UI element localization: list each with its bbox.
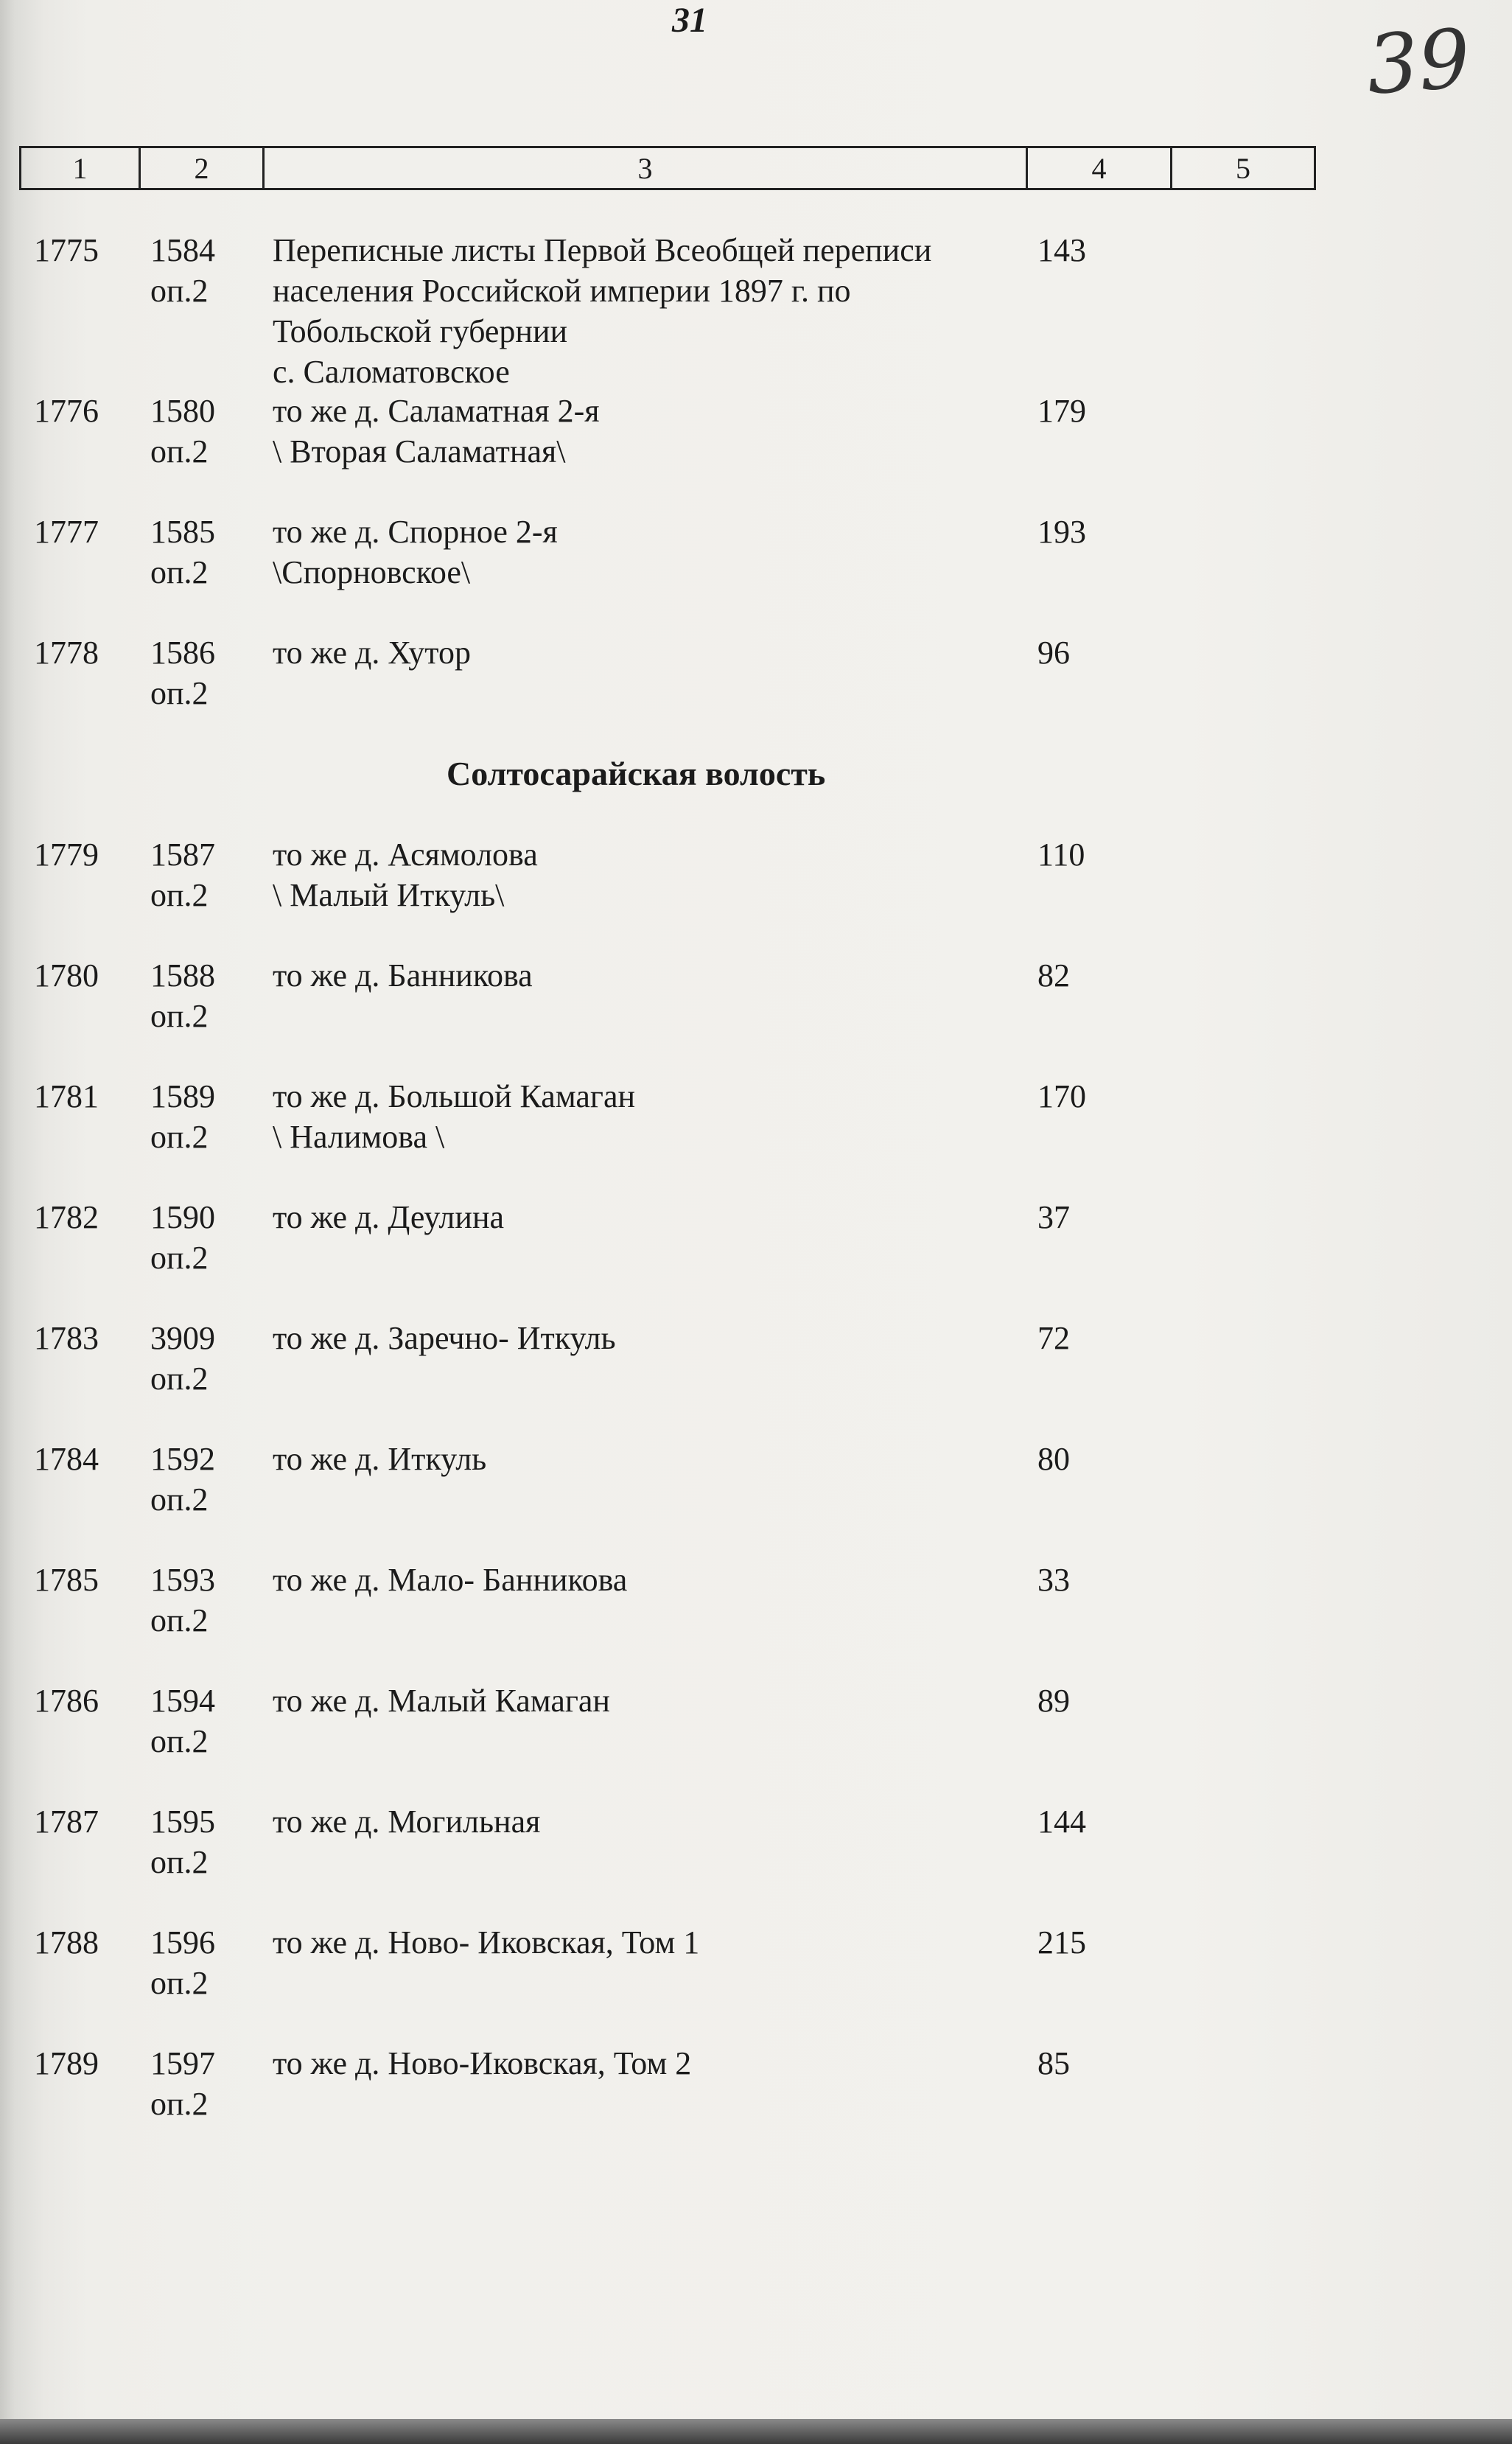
item-title: то же д. Иткуль (273, 1441, 487, 1477)
item-title: то же д. Ново-Иковская, Том 2 (273, 2045, 692, 2081)
fund-reference: 1586 оп.2 (150, 635, 215, 711)
sheet-count: 143 (1037, 232, 1086, 268)
item-title: то же д. Спорное 2-я \Спорновское\ (273, 514, 558, 590)
item-title: то же д. Деулина (273, 1199, 505, 1235)
item-number: 1780 (34, 957, 99, 994)
sheet-count: 110 (1037, 837, 1085, 873)
item-title: то же д. Малый Камаган (273, 1683, 610, 1719)
item-number: 1779 (34, 837, 99, 873)
item-number: 1784 (34, 1441, 99, 1477)
sheet-count: 96 (1037, 635, 1070, 671)
item-number: 1781 (34, 1078, 99, 1114)
item-title: Переписные листы Первой Всеобщей переписи населения Российской империи 1897 г. по Тобольской губернии с. Саломатовское (273, 232, 932, 390)
sheet-count: 72 (1037, 1320, 1070, 1356)
sheet-count: 85 (1037, 2045, 1070, 2081)
fund-reference: 1588 оп.2 (150, 957, 215, 1034)
item-number: 1775 (34, 232, 99, 268)
item-number: 1778 (34, 635, 99, 671)
fund-reference: 1590 оп.2 (150, 1199, 215, 1276)
header-col-5: 5 (1236, 151, 1250, 185)
item-number: 1782 (34, 1199, 99, 1235)
fund-reference: 1597 оп.2 (150, 2045, 215, 2122)
sheet-count: 82 (1037, 957, 1070, 994)
item-number: 1783 (34, 1320, 99, 1356)
sheet-count: 80 (1037, 1441, 1070, 1477)
sheet-count: 144 (1037, 1804, 1086, 1840)
sheet-count: 89 (1037, 1683, 1070, 1719)
item-number: 1777 (34, 514, 99, 550)
fund-reference: 1580 оп.2 (150, 393, 215, 469)
folio-number: 39 (1363, 11, 1474, 113)
item-title: то же д. Заречно- Иткуль (273, 1320, 616, 1356)
section-title: Солтосарайская волость (447, 755, 826, 792)
sheet-count: 193 (1037, 514, 1086, 550)
fund-reference: 1595 оп.2 (150, 1804, 215, 1880)
sheet-count: 37 (1037, 1199, 1070, 1235)
fund-reference: 1589 оп.2 (150, 1078, 215, 1155)
fund-reference: 1587 оп.2 (150, 837, 215, 913)
page-number: 31 (672, 1, 707, 40)
item-number: 1785 (34, 1562, 99, 1598)
item-number: 1789 (34, 2045, 99, 2081)
sheet-count: 179 (1037, 393, 1086, 429)
sheet-count: 33 (1037, 1562, 1070, 1598)
sheet-count: 215 (1037, 1924, 1086, 1961)
item-number: 1786 (34, 1683, 99, 1719)
header-col-1: 1 (21, 148, 141, 188)
fund-reference: 1596 оп.2 (150, 1924, 215, 2001)
item-title: то же д. Хутор (273, 635, 471, 671)
scan-edge (0, 2419, 1512, 2444)
sheet-count: 170 (1037, 1078, 1086, 1114)
item-number: 1788 (34, 1924, 99, 1961)
item-title: то же д. Ново- Иковская, Том 1 (273, 1924, 700, 1961)
item-title: то же д. Могильная (273, 1804, 541, 1840)
header-col-4: 4 (1028, 148, 1172, 188)
item-title: то же д. Асямолова \ Малый Иткуль\ (273, 837, 538, 913)
fund-reference: 1592 оп.2 (150, 1441, 215, 1518)
fund-reference: 3909 оп.2 (150, 1320, 215, 1397)
fund-reference: 1593 оп.2 (150, 1562, 215, 1638)
fund-reference: 1585 оп.2 (150, 514, 215, 590)
table-header (19, 146, 1316, 190)
item-number: 1787 (34, 1804, 99, 1840)
fund-reference: 1594 оп.2 (150, 1683, 215, 1759)
item-title: то же д. Мало- Банникова (273, 1562, 628, 1598)
item-number: 1776 (34, 393, 99, 429)
item-title: то же д. Банникова (273, 957, 533, 994)
item-title: то же д. Большой Камаган \ Налимова \ (273, 1078, 636, 1155)
header-col-2: 2 (141, 148, 265, 188)
header-col-3: 3 (265, 148, 1028, 188)
fund-reference: 1584 оп.2 (150, 232, 215, 309)
item-title: то же д. Саламатная 2-я \ Вторая Саламатная\ (273, 393, 600, 469)
